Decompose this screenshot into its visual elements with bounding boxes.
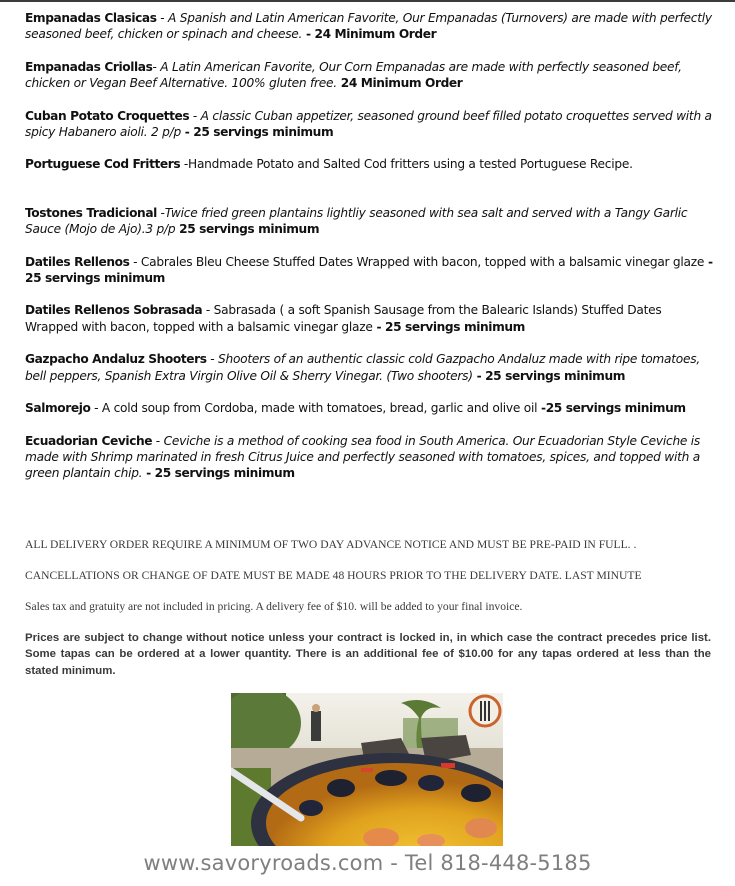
photo-chef-figure bbox=[311, 711, 321, 741]
paella-photo bbox=[231, 693, 503, 846]
item-description: A cold soup from Cordoba, made with tomatoes, bread, garlic and olive oil bbox=[101, 401, 538, 416]
item-description: Sabrasada ( a soft Spanish Sausage from the Balearic Islands) Stuffed Dates Wrapped with bacon, topped with a balsamic vinegar glaze bbox=[25, 303, 662, 334]
item-minimum: - 25 servings minimum bbox=[372, 319, 525, 334]
item-description: Handmade Potato and Salted Cod fritters using a tested Portuguese Recipe. bbox=[188, 157, 633, 172]
menu-item-ecuadorian-ceviche: Ecuadorian Ceviche - Ceviche is a method of cooking sea food in South America. Our Ecuadorian Style Ceviche is made with Shrimp marinated in fresh Citrus Juice and perfectly seasoned with tomatoes, spices, and topped with a green plantain chip. - 25 servings minimum bbox=[25, 433, 701, 481]
sales-tax-note: Sales tax and gratuity are not included in pricing. A delivery fee of $10. will be added to your final invoice. bbox=[25, 600, 523, 613]
item-name: Portuguese Cod Fritters bbox=[25, 157, 181, 172]
item-name: Empanadas Clasicas bbox=[25, 11, 157, 25]
item-name: Datiles Rellenos Sobrasada bbox=[25, 303, 203, 318]
item-description: Cabrales Bleu Cheese Stuffed Dates Wrapped with bacon, topped with a balsamic vinegar glaze bbox=[140, 254, 705, 269]
cancellation-note: CANCELLATIONS OR CHANGE OF DATE MUST BE MADE 48 HOURS PRIOR TO THE DELIVERY DATE. LAST MINUTE bbox=[25, 569, 642, 582]
menu-item-tostones-tradicional: Tostones Tradicional -Twice fried green plantains lightliy seasoned with sea salt and served with a Tangy Garlic Sauce (Mojo de Ajo).3 p/p 25 servings minimum bbox=[25, 205, 688, 237]
item-name: Gazpacho Andaluz Shooters bbox=[25, 352, 207, 367]
photo-red-pepper bbox=[361, 768, 373, 772]
menu-item-empanadas-clasicas: Empanadas Clasicas - A Spanish and Latin American Favorite, Our Empanadas (Turnovers) are made with perfectly seasoned beef, chicken or spinach and cheese. - 24 Minimum Order bbox=[25, 11, 712, 42]
item-name: Ecuadorian Ceviche bbox=[25, 433, 153, 448]
advance-notice-note: ALL DELIVERY ORDER REQUIRE A MINIMUM OF TWO DAY ADVANCE NOTICE AND MUST BE PRE-PAID IN FULL. . bbox=[25, 538, 637, 551]
photo-mussel bbox=[375, 770, 407, 786]
photo-red-pepper bbox=[441, 763, 455, 768]
menu-item-gazpacho-andaluz-shooters: Gazpacho Andaluz Shooters - Shooters of an authentic classic cold Gazpacho Andaluz made with ripe tomatoes, bell peppers, Spanish Extra Virgin Olive Oil & Sherry Vinegar. (Two shooters) - 25 servings minimum bbox=[25, 352, 700, 383]
item-minimum: - 25 servings minimum bbox=[142, 466, 295, 481]
photo-shrimp bbox=[465, 818, 497, 838]
item-name: Salmorejo bbox=[25, 401, 91, 416]
item-description: Ceviche is a method of cooking sea food in South America. Our Ecuadorian Style Ceviche is made with Shrimp marinated in fresh Citrus Juice and perfectly seasoned with tomatoes, spices, and topped with a green plantain chip. bbox=[25, 433, 701, 481]
item-description: Shooters of an authentic classic cold Gazpacho Andaluz made with ripe tomatoes, bell peppers, Spanish Extra Virgin Olive Oil & Sherry Vinegar. (Two shooters) bbox=[25, 352, 700, 383]
item-name: Datiles Rellenos bbox=[25, 254, 130, 269]
menu-item-empanadas-criollas: Empanadas Criollas- A Latin American Favorite, Our Corn Empanadas are made with perfectly seasoned beef, chicken or Vegan Beef Alternative. 100% gluten free. 24 Minimum Order bbox=[25, 59, 682, 91]
pricing-policy-note: Prices are subject to change without notice unless your contract is locked in, in which case the contract precedes price list. Some tapas can be ordered at a lower quantity. There is an additional fee of $10.00 for any tapas ordered at less than the stated minimum. bbox=[25, 632, 711, 677]
item-minimum: - 24 Minimum Order bbox=[302, 27, 437, 42]
top-border-rule bbox=[0, 0, 735, 2]
menu-item-datiles-rellenos: Datiles Rellenos - Cabrales Bleu Cheese Stuffed Dates Wrapped with bacon, topped with a balsamic vinegar glaze - 25 servings minimum bbox=[25, 254, 713, 286]
photo-mussel bbox=[418, 775, 444, 791]
item-minimum: - 25 servings minimum bbox=[25, 254, 713, 286]
menu-item-datiles-rellenos-sobrasada: Datiles Rellenos Sobrasada - Sabrasada ( a soft Spanish Sausage from the Balearic Islands) Stuffed Dates Wrapped with bacon, topped with a balsamic vinegar glaze - 25 servings minimum bbox=[25, 303, 662, 334]
item-minimum: - 25 servings minimum bbox=[472, 368, 626, 383]
menu-item-portuguese-cod-fritters: Portuguese Cod Fritters -Handmade Potato and Salted Cod fritters using a tested Portuguese Recipe. bbox=[25, 157, 633, 172]
photo-mussel bbox=[461, 784, 491, 802]
item-description: A Latin American Favorite, Our Corn Empanadas are made with perfectly seasoned beef, chicken or Vegan Beef Alternative. 100% gluten free. bbox=[25, 59, 682, 91]
item-minimum: -25 servings minimum bbox=[537, 401, 686, 416]
item-description: A Spanish and Latin American Favorite, Our Empanadas (Turnovers) are made with perfectly seasoned beef, chicken or spinach and cheese. bbox=[25, 11, 712, 42]
item-description: Twice fried green plantains lightliy seasoned with sea salt and served with a Tangy Garlic Sauce (Mojo de Ajo).3 p/p bbox=[25, 205, 688, 237]
item-name: Cuban Potato Croquettes bbox=[25, 108, 190, 123]
item-minimum: - 25 servings minimum bbox=[180, 125, 334, 140]
photo-mussel bbox=[327, 779, 355, 797]
tapas-menu-list bbox=[25, 10, 715, 482]
menu-item-salmorejo: Salmorejo - A cold soup from Cordoba, made with tomatoes, bread, garlic and olive oil -25 servings minimum bbox=[25, 401, 686, 416]
menu-item-cuban-potato-croquettes: Cuban Potato Croquettes - A classic Cuban appetizer, seasoned ground beef filled potato croquettes served with a spicy Habanero aioli. 2 p/p - 25 servings minimum bbox=[25, 108, 712, 140]
item-name: Empanadas Criollas bbox=[25, 59, 153, 74]
item-minimum: 24 Minimum Order bbox=[336, 76, 463, 91]
item-name: Tostones Tradicional bbox=[25, 205, 157, 220]
item-description: A classic Cuban appetizer, seasoned ground beef filled potato croquettes served with a spicy Habanero aioli. 2 p/p bbox=[25, 108, 712, 140]
footer-contact: www.savoryroads.com - Tel 818-448-5185 bbox=[143, 851, 592, 875]
photo-chef-head bbox=[312, 704, 320, 712]
item-minimum: 25 servings minimum bbox=[175, 222, 320, 237]
photo-mussel bbox=[299, 800, 323, 816]
